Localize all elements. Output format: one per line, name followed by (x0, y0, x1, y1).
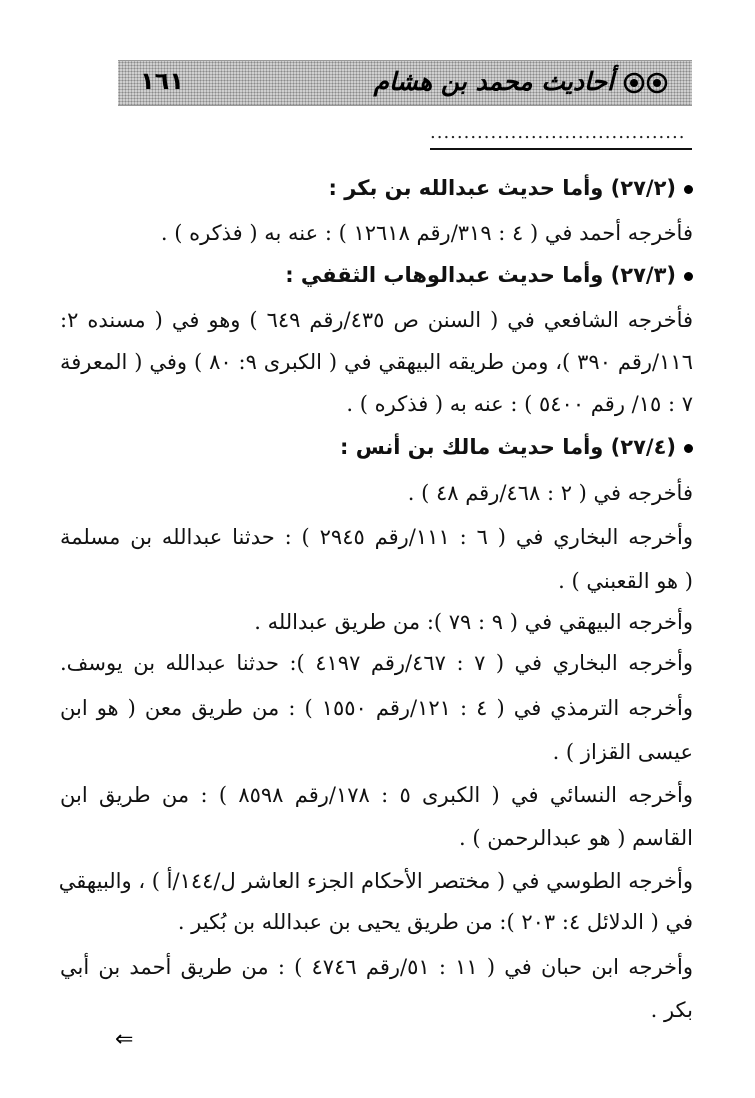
text-line: فأخرجه في ( ٢ : ٤٦٨/رقم ٤٨ ) . (407, 481, 693, 505)
section-heading: (٢٧/٢) وأما حديث عبدالله بن بكر : (329, 178, 694, 199)
text-line: عيسى القزاز ) . (552, 740, 693, 764)
text-line: وأخرجه النسائي في ( الكبرى ٥ : ١٧٨/رقم ٨٥٩٨ ) : من طريق ابن (60, 783, 694, 807)
text-line: ٧ : ١٥/ رقم ٥٤٠٠ ) : عنه به ( فذكره ) . (346, 392, 693, 416)
text-line: القاسم ( هو عبدالرحمن ) . (458, 826, 693, 850)
bullet-icon (684, 272, 693, 281)
text-line: فأخرجه الشافعي في ( السنن ص ٤٣٥/رقم ٦٤٩ ) وهو في ( مسنده ٢: (60, 308, 694, 332)
section-heading: (٢٧/٤) وأما حديث مالك بن أنس : (340, 437, 693, 458)
page-number: ١٦١ (140, 67, 184, 95)
text-line: فأخرجه أحمد في ( ٤ : ٣١٩/رقم ١٢٦١٨ ) : عنه به ( فذكره ) . (160, 221, 693, 245)
text-line: ١١٦/رقم ٣٩٠ )، ومن طريقه البيهقي في ( الكبرى ٩: ٨٠ ) وفي ( المعرفة (60, 350, 693, 374)
text-line: وأخرجه الترمذي في ( ٤ : ١٢١/رقم ١٥٥٠ ) : من طريق معن ( هو ابن (60, 696, 693, 720)
continue-arrow-icon: ⇐ (115, 1027, 134, 1052)
separator-rule (430, 148, 692, 150)
text-line: وأخرجه البخاري في ( ٦ : ١١١/رقم ٢٩٤٥ ) : حدثنا عبدالله بن مسلمة (60, 525, 694, 549)
text-line: وأخرجه البخاري في ( ٧ : ٤٦٧/رقم ٤١٩٧ ): حدثنا عبدالله بن يوسف. (60, 651, 693, 675)
running-header (118, 60, 692, 106)
bullet-icon (684, 185, 693, 194)
section-heading: (٢٧/٣) وأما حديث عبدالوهاب الثقفي : (285, 265, 693, 286)
dotted-separator: ...................................... (430, 122, 686, 143)
text-line: وأخرجه الطوسي في ( مختصر الأحكام الجزء العاشر ل/١٤٤/أ ) ، والبيهقي (58, 869, 693, 893)
text-line: ( هو القعبني ) . (558, 569, 693, 593)
double-circle-ornament-icon (620, 72, 672, 94)
text-line: وأخرجه ابن حبان في ( ١١ : ٥١/رقم ٤٧٤٦ ) : من طريق أحمد بن أبي (60, 955, 693, 979)
text-line: بكر . (650, 998, 693, 1022)
text-line: في ( الدلائل ٤: ٢٠٣ ): من طريق يحيى بن عبدالله بن بُكير . (177, 910, 693, 934)
bullet-icon (684, 444, 693, 453)
running-header-title: أحاديث محمد بن هشام (373, 67, 614, 96)
text-line: وأخرجه البيهقي في ( ٩ : ٧٩ ): من طريق عبدالله . (254, 610, 693, 634)
